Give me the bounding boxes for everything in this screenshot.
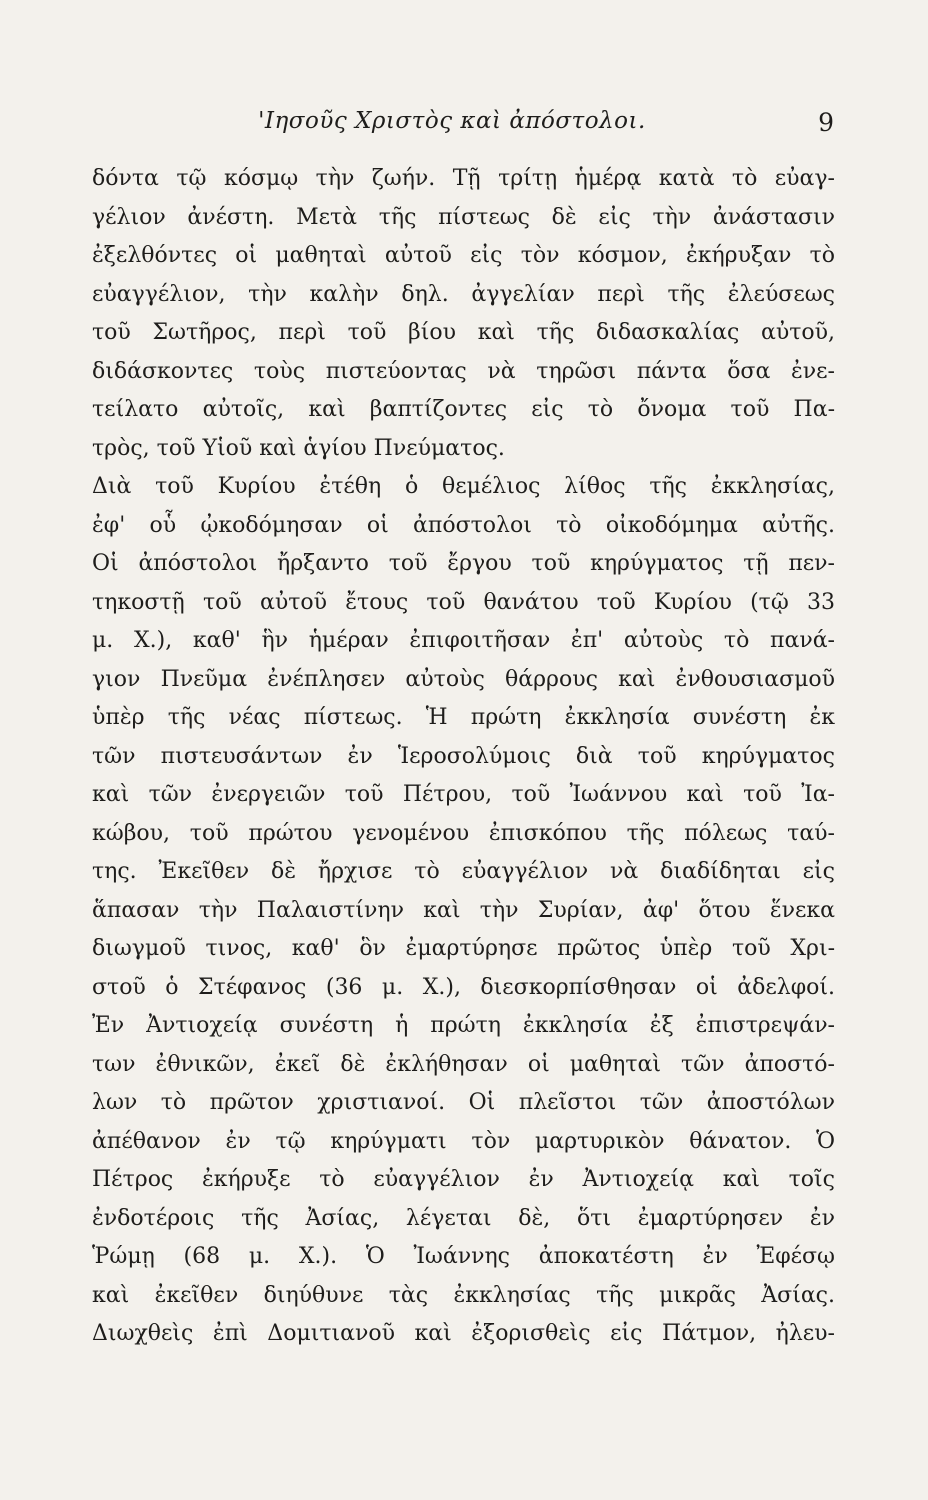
body-text (92, 160, 835, 1354)
text-line: των ἐθνικῶν, ἐκεῖ δὲ ἐκλήθησαν οἱ μαθηταὶ τῶν ἀποστό- (92, 1051, 835, 1077)
text-line: ἐξελθόντες οἱ μαθηταὶ αὐτοῦ εἰς τὸν κόσμον, ἐκήρυξαν τὸ (92, 243, 835, 268)
text-line: δόντα τῷ κόσμῳ τὴν ζωήν. Τῇ τρίτῃ ἡμέρᾳ κατὰ τὸ εὐαγ- (92, 166, 835, 191)
text-line: Ἐν Ἀντιοχείᾳ συνέστη ἡ πρώτη ἐκκλησία ἐξ ἐπιστρεψάν- (92, 1013, 835, 1038)
text-line: ἐφ' οὗ ᾠκοδόμησαν οἱ ἀπόστολοι τὸ οἰκοδόμημα αὐτῆς. (92, 512, 835, 538)
text-line: γιον Πνεῦμα ἐνέπλησεν αὐτοὺς θάρρους καὶ ἐνθουσιασμοῦ (92, 666, 835, 692)
text-line: διδάσκοντες τοὺς πιστεύοντας νὰ τηρῶσι πάντα ὅσα ἐνε- (92, 358, 835, 384)
text-line: καὶ ἐκεῖθεν διηύθυνε τὰς ἐκκλησίας τῆς μικρᾶς Ἀσίας. (92, 1282, 835, 1308)
text-line: ὑπὲρ τῆς νέας πίστεως. Ἡ πρώτη ἐκκλησία συνέστη ἐκ (92, 705, 835, 730)
page-number: 9 (818, 108, 834, 137)
text-line: λων τὸ πρῶτον χριστιανοί. Οἱ πλεῖστοι τῶν ἀποστόλων (92, 1090, 835, 1115)
running-title: 'Ιησοῦς Χριστὸς καὶ ἀπόστολοι. (258, 108, 646, 134)
text-line: ἅπασαν τὴν Παλαιστίνην καὶ τὴν Συρίαν, ἀφ' ὅτου ἕνεκα (92, 897, 835, 923)
text-line: καὶ τῶν ἐνεργειῶν τοῦ Πέτρου, τοῦ Ἰωάννου καὶ τοῦ Ἰα- (92, 782, 835, 807)
text-line: Διὰ τοῦ Κυρίου ἐτέθη ὁ θεμέλιος λίθος τῆς ἐκκλησίας, (92, 474, 835, 499)
text-line: Οἱ ἀπόστολοι ἤρξαντο τοῦ ἔργου τοῦ κηρύγματος τῇ πεν- (92, 551, 835, 576)
text-line: στοῦ ὁ Στέφανος (36 μ. Χ.), διεσκορπίσθησαν οἱ ἀδελφοί. (92, 974, 835, 1000)
text-line: Πέτρος ἐκήρυξε τὸ εὐαγγέλιον ἐν Ἀντιοχείᾳ καὶ τοῖς (92, 1167, 835, 1192)
text-line: διωγμοῦ τινος, καθ' ὃν ἐμαρτύρησε πρῶτος ὑπὲρ τοῦ Χρι- (92, 936, 835, 961)
text-line: κώβου, τοῦ πρώτου γενομένου ἐπισκόπου τῆς πόλεως ταύ- (92, 820, 835, 846)
text-line: Διωχθεὶς ἐπὶ Δομιτιανοῦ καὶ ἐξορισθεὶς εἰς Πάτμον, ἠλευ- (92, 1321, 835, 1346)
text-line: τηκοστῇ τοῦ αὐτοῦ ἔτους τοῦ θανάτου τοῦ Κυρίου (τῷ 33 (92, 589, 835, 615)
text-line: τρὸς, τοῦ Υἱοῦ καὶ ἁγίου Πνεύματος. (92, 435, 505, 461)
text-line: τῶν πιστευσάντων ἐν Ἱεροσολύμοις διὰ τοῦ κηρύγματος (92, 743, 835, 769)
text-line: τοῦ Σωτῆρος, περὶ τοῦ βίου καὶ τῆς διδασκαλίας αὐτοῦ, (92, 320, 835, 345)
text-line: της. Ἐκεῖθεν δὲ ἤρχισε τὸ εὐαγγέλιον νὰ διαδίδηται εἰς (92, 859, 835, 884)
text-line: γέλιον ἀνέστη. Μετὰ τῆς πίστεως δὲ εἰς τὴν ἀνάστασιν (92, 204, 835, 230)
text-line: ἐνδοτέροις τῆς Ἀσίας, λέγεται δὲ, ὅτι ἐμαρτύρησεν ἐν (92, 1205, 835, 1231)
text-line: τείλατο αὐτοῖς, καὶ βαπτίζοντες εἰς τὸ ὄνομα τοῦ Πα- (92, 397, 835, 422)
running-head (90, 108, 834, 144)
text-line: ἀπέθανον ἐν τῷ κηρύγματι τὸν μαρτυρικὸν θάνατον. Ὁ (92, 1128, 835, 1154)
text-line: Ῥώμῃ (68 μ. Χ.). Ὁ Ἰωάννης ἀποκατέστη ἐν Ἐφέσῳ (92, 1244, 835, 1269)
text-line: εὐαγγέλιον, τὴν καλὴν δηλ. ἀγγελίαν περὶ τῆς ἐλεύσεως (92, 281, 835, 307)
text-line: μ. Χ.), καθ' ἣν ἡμέραν ἐπιφοιτῆσαν ἐπ' αὐτοὺς τὸ πανά- (92, 628, 835, 653)
